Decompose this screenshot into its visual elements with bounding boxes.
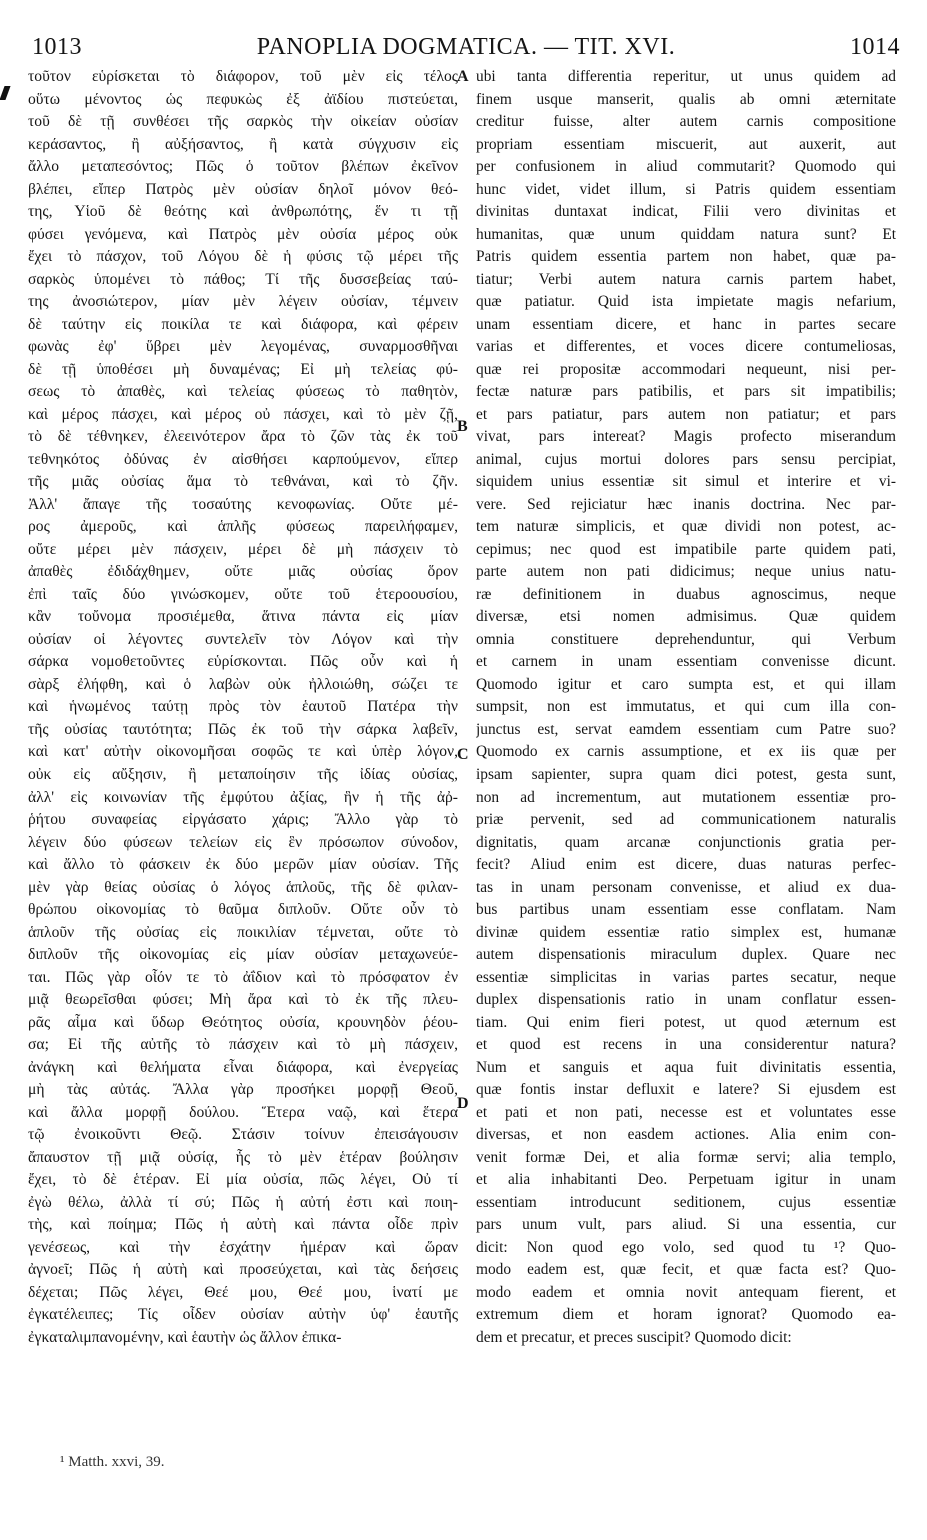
latin-text-line: autem dispensationis miraculum duplex. Quare nec	[476, 946, 896, 964]
latin-text-line: bus partibus unam essentiam esse conflatam. Nam	[476, 901, 896, 919]
greek-text-line: μὴ τὰς αὐτάς. Ἄλλα γὰρ προσήκει μορφῇ Θεοῦ,	[28, 1081, 458, 1099]
greek-text-line: της, Υἱοῦ δὲ θεότης καὶ ἀνθρωπότης, ἕν τι τῇ	[28, 203, 458, 221]
latin-text-line: non ad incrementum, aut mutationem essentiæ pro-	[476, 788, 896, 806]
latin-column	[476, 66, 896, 1349]
latin-text-line: hunc videt, videt illum, si Patris quidem essentiam	[476, 180, 896, 198]
latin-text-line: humanitas, quæ unum quiddam natura sunt? Et	[476, 225, 896, 243]
greek-text-line: δέχεται; Πῶς λέγει, Θεέ μου, Θεέ μου, ἱνατί με	[28, 1283, 458, 1301]
latin-text-line: tiatur; Verbi autem natura carnis partem habet,	[476, 270, 896, 288]
latin-text-line: extremum diem et horam ignorat? Quomodo ea-	[476, 1306, 896, 1324]
latin-text-line: quæ patiatur. Quid ista impietate magis nefarium,	[476, 293, 896, 311]
latin-text-line: modo eadem et omnia novit antequam fierent, et	[476, 1283, 896, 1301]
greek-text-line: μιᾷ θεωρεῖσθαι φύσει; Μὴ ἄρα καὶ τὸ ἐκ τῆς πλευ-	[28, 991, 458, 1009]
latin-text-line: Patris quidem essentia partem non habet, quæ pa-	[476, 248, 896, 266]
greek-text-line: τῆς μιᾶς οὐσίας ἅμα τὸ τεθνάναι, καὶ τὸ ζῆν.	[28, 473, 458, 491]
greek-text-line: ἀλλ' εἰς κοινωνίαν τῆς ἐμφύτου ἀξίας, ἣν ἡ τῆς ἀῤ-	[28, 788, 458, 806]
latin-text-line: unam essentiam dicere, et hanc in partes secare	[476, 315, 896, 333]
latin-text-line: dicit: Non quod ego volo, sed quod tu ¹? Quo-	[476, 1238, 896, 1256]
latin-text-line: varias et differentes, et voces dicere contumeliosas,	[476, 338, 896, 356]
latin-text-line: et alia inhabitanti Deo. Perpetuam igitur in unam	[476, 1171, 896, 1189]
greek-text-line: λέγειν δύο φύσεων τελείων εἰς ἓν πρόσωπον σύνοδον,	[28, 833, 458, 851]
greek-text-line: οὔτε μέρει μὲν πάσχειν, μέρει δὲ μὴ πάσχειν τὸ	[28, 540, 458, 558]
latin-text-line: omnia constituere deprehenduntur, qui Verbum	[476, 630, 896, 648]
page-number-right: 1014	[850, 34, 900, 60]
greek-text-line: ἐγκαταλιμπανομένην, καὶ ἑαυτὴν ὡς ἄλλον ἐπικα-	[28, 1328, 342, 1346]
greek-text-line: βλέπει, εἴπερ Πατρὸς μὲν οὐσίαν δηλοῖ μόνον θεό-	[28, 180, 458, 198]
latin-text-line: junctus est, servat eamdem essentiam cum Patre suo?	[476, 720, 896, 738]
greek-text-line: σαρκὸς ὑπομένει τὸ πάθος; Τί τῆς δυσσεβείας ταύ-	[28, 270, 458, 288]
greek-text-line: φύσει γενόμενα, καὶ Πατρὸς μὲν οὐσία μέρος οὐκ	[28, 225, 458, 243]
latin-text-line: essentiam introducunt seditionem, cujus essentiæ	[476, 1193, 896, 1211]
greek-text-line: τῆς οὐσίας ταυτότητα; Πῶς ἐκ τοῦ τὴν σάρκα λαβεῖν,	[28, 720, 458, 738]
greek-column	[28, 66, 458, 1349]
latin-text-line: ipsam sapienter, supra quam dici potest, gesta sunt,	[476, 765, 896, 783]
greek-text-line: ἀνάγκη καὶ θελήματα εἶναι διάφορα, καὶ ἐνεργείας	[28, 1058, 458, 1076]
greek-text-line: σα; Εἰ τῆς αὐτῆς τὸ πάσχειν καὶ τὸ μὴ πάσχειν,	[28, 1036, 458, 1054]
latin-text-line: creditur fuisse, alter autem carnis compositione	[476, 113, 896, 131]
greek-text-line: κἂν τοὔνομα προσιέμεθα, ἅτινα πάντα εἰς μίαν	[28, 608, 458, 626]
greek-text-line: δὲ τῇ ὑποθέσει μὴ δυναμένας; Εἰ μὴ τελείας φύ-	[28, 360, 458, 378]
latin-text-line: et pati et non pati, necesse est et voluntates esse	[476, 1103, 896, 1121]
latin-text-line: duplex dispensationis ratio in unam conflatur essen-	[476, 991, 896, 1009]
latin-text-line: et carnem in unam essentiam convenisse dicunt.	[476, 653, 896, 671]
greek-text-line: σάρκα νομοθετοῦντες εὑρίσκονται. Πῶς οὖν καὶ ἡ	[28, 653, 458, 671]
footnote: ¹ Matth. xxvi, 39.	[60, 1454, 165, 1470]
latin-text-line: Quomodo igitur et caro sumpta est, et qui illam	[476, 675, 896, 693]
latin-text-line: fectæ naturæ pars patibilis, et pars sit impatibilis;	[476, 383, 896, 401]
latin-text-line: et quod est recens in una considerentur natura?	[476, 1036, 896, 1054]
latin-text-line: quæ fontis instar defluxit e latere? Si ejusdem est	[476, 1081, 896, 1099]
latin-text-line: tem naturæ simplicis, et quæ dividi non potest, ac-	[476, 518, 896, 536]
greek-text-line: θρώπου οἰκονομίας τὸ θαῦμα διπλοῦν. Οὔτε οὖν τὸ	[28, 901, 458, 919]
greek-text-line: ἁπλοῦν τῆς οὐσίας εἰς ποικιλίαν τέμνεται, οὔτε τὸ	[28, 923, 458, 941]
latin-text-line: diversas, et non easdem actiones. Alia enim con-	[476, 1126, 896, 1144]
latin-text-line: diversæ, etsi nomen admisimus. Quæ quidem	[476, 608, 896, 626]
latin-text-line: siquidem unius essentiæ sit simul et interire et vi-	[476, 473, 896, 491]
latin-text-line: essentiæ simplicitas in varias partes secatur, neque	[476, 968, 896, 986]
greek-text-line: ἄλλο μεταπεσόντος; Πῶς ὁ τοῦτον βλέπων ἐκεῖνον	[28, 158, 458, 176]
latin-text-line: divinæ quidem essentiæ ratio simplex est, humanæ	[476, 923, 896, 941]
greek-text-line: σεως τὸ ἀπαθὲς, καὶ τελείας φύσεως τὸ παθητὸν,	[28, 383, 458, 401]
latin-text-line: tiam. Qui enim fieri potest, ut quod æternum est	[476, 1013, 896, 1031]
greek-text-line: καὶ μέρος πάσχει, καὶ μέρος οὐ πάσχει, καὶ τὸ μὲν ζῇ,	[28, 405, 458, 423]
greek-text-line: δὲ ταύτην εἰς ποικίλα τε καὶ διάφορα, καὶ φέρειν	[28, 315, 458, 333]
latin-text-line: per confusionem in aliud commutarit? Quomodo qui	[476, 158, 896, 176]
greek-text-line: σὰρξ ἐλήφθη, καὶ ὁ λαβὼν οὐκ ἠλλοιώθη, σώζει τε	[28, 675, 458, 693]
latin-text-line: pars unum vult, pars aliud. Si una essentia, cur	[476, 1216, 896, 1234]
greek-text-line: ἔχει τὸ πάσχον, τοῦ Λόγου δὲ ἡ φύσις τῷ μέρει τῆς	[28, 248, 458, 266]
greek-text-line: ἀγνοεῖ; Πῶς ἡ αὐτὴ καὶ προσεύχεται, καὶ τὰς δεήσεις	[28, 1261, 458, 1279]
greek-text-line: ἐγκατέλειπες; Τίς οἶδεν οὐσίαν αὐτὴν ὑφ' ἑαυτῆς	[28, 1306, 458, 1324]
latin-text-line: parte autem non pati didicimus; neque unius natu-	[476, 563, 896, 581]
greek-text-line: καὶ κατ' αὐτὴν οἰκονομῆσαι σοφῶς τε καὶ ὑπὲρ λόγον,	[28, 743, 458, 761]
latin-text-line: Quomodo ex carnis assumptione, et ex iis quæ per	[476, 743, 896, 761]
greek-text-line: διπλοῦν τῆς οἰκονομίας εἰς μίαν οὐσίαν μεταχωνεύε-	[28, 946, 458, 964]
greek-text-line: οὐσίαν οἱ λέγοντες συντελεῖν τὸν Λόγον καὶ τὴν	[28, 630, 458, 648]
greek-text-line: τοῦτον εὑρίσκεται τὸ διάφορον, τοῦ μὲν εἰς τέλος	[28, 68, 458, 85]
latin-text-line: ubi tanta differentia reperitur, ut unus quidem ad	[476, 68, 896, 85]
greek-text-line: μὲν γὰρ θείας οὐσίας ὁ λόγος ἁπλοῦς, τῆς δὲ φιλαν-	[28, 878, 458, 896]
latin-text-line: modo eadem est, quæ fecit, et quæ facta est? Quo-	[476, 1261, 896, 1279]
latin-text-line: tas in unam personam convenisse, et aliud ex dua-	[476, 878, 896, 896]
greek-text-line: ἀπαθὲς ἐδιδάχθημεν, οὔτε μιᾶς οὐσίας ὅρον	[28, 563, 458, 581]
latin-text-line: vere. Sed rejiciatur hæc inanis doctrina. Nec par-	[476, 495, 896, 513]
greek-text-line: ρᾶς αἷμα καὶ ὕδωρ Θεότητος οὐσία, κρουνηδὸν ῥέου-	[28, 1013, 458, 1031]
section-marker-d: D	[457, 1095, 469, 1112]
greek-text-line: ρος ἀμεροῦς, καὶ ἁπλῆς φύσεως παρειλήφαμεν,	[28, 518, 458, 536]
greek-text-line: τοῦ δὲ τῇ συνθέσει τῆς σαρκὸς τὴν οἰκείαν οὐσίαν	[28, 113, 458, 131]
greek-text-line: καὶ ἡνωμένος ταύτῃ πρὸς τὸν ἑαυτοῦ Πατέρα τὴν	[28, 698, 458, 716]
greek-text-line: τεθνηκότος ὀδύνας ἐν αἰσθήσει καρπούμενον, εἴπερ	[28, 450, 458, 468]
greek-text-line: οὐκ εἰς αὔξησιν, ἢ μεταποίησιν τῆς ἰδίας οὐσίας,	[28, 765, 458, 783]
scan-artifact	[0, 86, 11, 100]
section-marker-a: A	[457, 68, 469, 85]
greek-text-line: ἔχει, τὸ δὲ ἑτέραν. Εἰ μία οὐσία, πῶς λέγει, Οὐ τί	[28, 1171, 458, 1189]
latin-text-line: propriam essentiam miscuerit, aut auxerit, aut	[476, 135, 896, 153]
latin-text-line: animal, cujus mortui dolores pars sensu percipiat,	[476, 450, 896, 468]
latin-text-line: fecit? Aliud enim est dicere, duas naturas perfec-	[476, 856, 896, 874]
greek-text-line: τὴς, καὶ ποίημα; Πῶς ἡ αὐτὴ καὶ πάντα οἶδε πρὶν	[28, 1216, 458, 1234]
section-marker-c: C	[457, 746, 469, 763]
greek-text-line: καὶ ἄλλο τὸ φάσκειν ἐκ δύο μερῶν μίαν οὐσίαν. Τῆς	[28, 856, 458, 874]
latin-text-line: venit formæ Dei, et alia formæ servi; alia templo,	[476, 1148, 896, 1166]
section-marker-b: B	[457, 418, 468, 435]
latin-text-line: finem usque manserit, qualis ab omni æternitate	[476, 90, 896, 108]
latin-text-line: dem et precatur, et preces suscipit? Quomodo dicit:	[476, 1328, 792, 1346]
latin-text-line: cepimus; nec quod est impatibile parte quidem pati,	[476, 540, 896, 558]
greek-text-line: ται. Πῶς γὰρ οἷόν τε τὸ ἀΐδιον καὶ τὸ πρόσφατον ἐν	[28, 968, 458, 986]
greek-text-line: της ἀνοσιώτερον, μίαν μὲν λέγειν οὐσίαν, τέμνειν	[28, 293, 458, 311]
greek-text-line: κεράσαντος, ἢ αὐξήσαντος, ἢ κατὰ σύγχυσιν εἰς	[28, 135, 458, 153]
latin-text-line: dignitatis, quam arcanæ conjunctionis gratia per-	[476, 833, 896, 851]
greek-text-line: Ἀλλ' ἄπαγε τῆς τοσαύτης κενοφωνίας. Οὔτε μέ-	[28, 495, 458, 513]
greek-text-line: ἐπὶ ταῖς δύο γινώσκομεν, οὔτε τοῦ ἑτερoουσίου,	[28, 585, 458, 603]
page-header	[32, 34, 900, 64]
greek-text-line: φωνὰς ἐφ' ὕβρει μὲν λεγομένας, συναρμοσθῆναι	[28, 338, 458, 356]
latin-text-line: priæ pervenit, sed ad communicationem naturalis	[476, 811, 896, 829]
latin-text-line: sumpsit, non est immutatus, et qui cum illa con-	[476, 698, 896, 716]
page-number-left: 1013	[32, 34, 82, 60]
greek-text-line: οὕτω μένοντος ὡς πεφυκὼς ἐξ ἀϊδίου πιστεύεται,	[28, 90, 458, 108]
greek-text-line: ῥήτου συναφείας εἰργάσατο χάρις; Ἄλλο γὰρ τὸ	[28, 811, 458, 829]
greek-text-line: γενέσεως, καὶ τὴν ἐσχάτην ἡμέραν καὶ ὥραν	[28, 1238, 458, 1256]
greek-text-line: ἐγὼ θέλω, ἀλλὰ τί σύ; Πῶς ἡ αὐτή ἐστι καὶ ποιη-	[28, 1193, 458, 1211]
latin-text-line: et pars patiatur, pars autem non patiatur; et pars	[476, 405, 896, 423]
latin-text-line: divinitas duntaxat indicat, Filii vero divinitas et	[476, 203, 896, 221]
greek-text-line: τῷ ἐνοικοῦντι Θεῷ. Στάσιν τοίνυν ἐπεισάγουσιν	[28, 1126, 458, 1144]
latin-text-line: ræ definitionem in duabus agnoscimus, neque	[476, 585, 896, 603]
latin-text-line: quæ rei propositæ accommodari nequeunt, nisi per-	[476, 360, 896, 378]
latin-text-line: Num et sanguis et aqua fuit divinitatis essentia,	[476, 1058, 896, 1076]
greek-text-line: τὸ δὲ τέθνηκεν, ἐλεεινότερον ἄρα τὸ ζῶν τὰς ἐκ τοῦ	[28, 428, 458, 446]
latin-text-line: vivat, pars intereat? Magis profecto miserandum	[476, 428, 896, 446]
greek-text-line: καὶ ἄλλα μορφῇ δούλου. Ἕτερα ναῷ, καὶ ἕτερα	[28, 1103, 458, 1121]
greek-text-line: ἄπαυστον τῇ μιᾷ οὐσίᾳ, ἧς τὸ μὲν ἑτέραν βούλησιν	[28, 1148, 458, 1166]
running-title: PANOPLIA DOGMATICA. — TIT. XVI.	[256, 34, 676, 60]
